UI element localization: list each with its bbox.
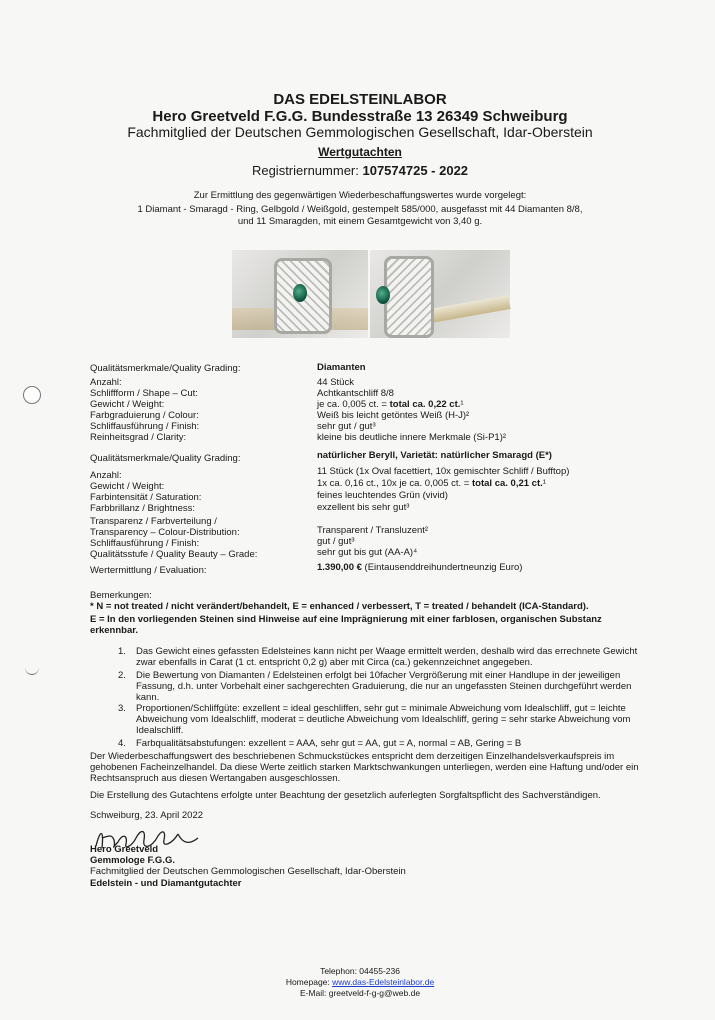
emerald-row-value: exzellent bis sehr gut³ bbox=[317, 502, 410, 513]
emerald-row-label: Farbbrillanz / Brightness: bbox=[90, 503, 196, 514]
emerald-grading-value: natürlicher Beryll, Varietät: natürlicher Smaragd (E*) bbox=[317, 450, 552, 461]
remarks-title: Bemerkungen: bbox=[90, 590, 152, 601]
lab-address: Hero Greetveld F.G.G. Bundesstraße 13 26349 Schweiburg bbox=[152, 108, 568, 125]
emerald-row-label: Qualitätsstufe / Quality Beauty – Grade: bbox=[90, 549, 258, 560]
diamond-row-value: sehr gut / gut³ bbox=[317, 421, 376, 432]
diamond-row-value: 44 Stück bbox=[317, 377, 354, 388]
note-text: Die Bewertung von Diamanten / Edelsteinen erfolgt bei 10facher Vergrößerung mit einer Handlupe in der jeweiligen Fassung, d.h. unter Vorbehalt einer sachgerechten Graduierung, die nur an ungefassten Steinen durchgeführt werden kann. bbox=[136, 670, 632, 703]
registration-number: 107574725 - 2022 bbox=[362, 163, 469, 178]
evaluation-amount-words: (Eintausenddreihundertneunzig Euro) bbox=[361, 562, 523, 573]
note-text: Proportionen/Schliffgüte: exzellent = ideal geschliffen, sehr gut = minimale Abweichung vom Idealschliff, gut = leichte Abweichung vom Idealschliff, moderat = deutliche Abweichung vom Idealschliff, gering = sehr starke Abweichung vom Idealschliff. bbox=[136, 703, 631, 736]
diamond-row-label: Schliffausführung / Finish: bbox=[90, 421, 200, 432]
contact-phone: Telephon: 04455-236 bbox=[320, 966, 400, 976]
contact-homepage bbox=[240, 977, 480, 988]
intro bbox=[60, 190, 660, 228]
note-text: Farbqualitätsabstufungen: exzellent = AAA, sehr gut = AA, gut = A, normal = AB, Gering = B bbox=[136, 738, 522, 749]
lab-membership: Fachmitglied der Deutschen Gemmologischen Gesellschaft, Idar-Oberstein bbox=[127, 124, 593, 140]
punch-hole-mark bbox=[25, 660, 39, 675]
note-text: Das Gewicht eines gefassten Edelsteines kann nicht per Waage ermittelt werden, deshalb wird das errechnete Gewicht zwar ebenfalls in Carat (1 ct. entspricht 0,2 g) aber mit Circa (ca.) gekennzeichnet angegeben. bbox=[136, 646, 638, 668]
signer-role: Edelstein - und Diamantgutachter bbox=[90, 878, 242, 889]
homepage-label: Homepage: bbox=[285, 977, 333, 987]
evaluation-value bbox=[317, 563, 522, 574]
diamond-row-label: Anzahl: bbox=[90, 377, 122, 388]
emerald-row-value: Transparent / Transluzent² bbox=[317, 525, 429, 536]
ring-head bbox=[384, 256, 434, 338]
diamond-row-value: Weiß bis leicht getöntes Weiß (H-J)² bbox=[317, 410, 470, 421]
impregnation-note: E = In den vorliegenden Steinen sind Hinweise auf eine Imprägnierung mit einer farblosen, organischen Substanz erkennbar. bbox=[90, 614, 602, 636]
signer-membership: Fachmitglied der Deutschen Gemmologischen Gesellschaft, Idar-Oberstein bbox=[90, 866, 406, 877]
diamond-row-label: Farbgraduierung / Colour: bbox=[90, 410, 199, 421]
ring-band bbox=[429, 295, 510, 323]
emerald-row-value: gut / gut³ bbox=[317, 536, 355, 547]
emerald-row-value: sehr gut bis gut (AA-A)⁴ bbox=[317, 547, 418, 558]
punch-hole bbox=[23, 386, 41, 404]
diamond-grading-label: Qualitätsmerkmale/Quality Grading: bbox=[90, 363, 241, 374]
diamond-row-label: Schliffform / Shape – Cut: bbox=[90, 388, 198, 399]
diamond-row-label: Gewicht / Weight: bbox=[90, 399, 165, 410]
emerald-row-label: Farbintensität / Saturation: bbox=[90, 492, 202, 503]
emerald-row-label: Transparency – Colour-Distribution: bbox=[90, 527, 240, 538]
emerald-row-label: Schliffausführung / Finish: bbox=[90, 538, 200, 549]
diamond-row-value: Achtkantschliff 8/8 bbox=[317, 388, 394, 399]
signer-title: Gemmologe F.G.G. bbox=[90, 855, 175, 866]
ring-photo-top bbox=[232, 250, 368, 338]
intro-line-2: 1 Diamant - Smaragd - Ring, Gelbgold / Weißgold, gestempelt 585/000, ausgefasst mit 44 Diamanten 8/8, bbox=[137, 204, 583, 215]
note-number: 1. bbox=[118, 646, 126, 657]
note-number: 2. bbox=[118, 670, 126, 681]
emerald-row-value: 11 Stück (1x Oval facettiert, 10x gemischter Schliff / Bufftop) bbox=[317, 466, 570, 477]
document-type: Wertgutachten bbox=[318, 145, 402, 159]
diamond-row-label: Reinheitsgrad / Clarity: bbox=[90, 432, 187, 443]
emerald-row-label: Anzahl: bbox=[90, 470, 122, 481]
intro-line-3: und 11 Smaragden, mit einem Gesamtgewicht von 3,40 g. bbox=[237, 216, 483, 227]
homepage-link[interactable]: www.das-Edelsteinlabor.de bbox=[332, 977, 435, 987]
ring-photo-side bbox=[370, 250, 510, 338]
note-number: 4. bbox=[118, 738, 126, 749]
registration-line bbox=[60, 163, 660, 178]
evaluation-amount: 1.390,00 € bbox=[317, 562, 362, 573]
emerald-stone bbox=[293, 284, 307, 302]
diamond-grading-value: Diamanten bbox=[317, 362, 366, 373]
evaluation-label: Wertermittlung / Evaluation: bbox=[90, 565, 207, 576]
treatment-legend: * N = not treated / nicht verändert/behandelt, E = enhanced / verbessert, T = treated / behandelt (ICA-Standard). bbox=[90, 601, 589, 612]
diamond-row-value: je ca. 0,005 ct. = total ca. 0,22 ct.¹ bbox=[317, 399, 464, 410]
lab-name: DAS EDELSTEINLABOR bbox=[273, 91, 447, 108]
ring-photos bbox=[232, 250, 510, 338]
diligence-paragraph: Die Erstellung des Gutachtens erfolgte unter Beachtung der gesetzlich auferlegten Sorgfaltspflicht des Sachverständigen. bbox=[90, 790, 601, 801]
emerald-row-value: feines leuchtendes Grün (vivid) bbox=[317, 490, 448, 501]
emerald-row-value: 1x ca. 0,16 ct., 10x je ca. 0,005 ct. = total ca. 0,21 ct.¹ bbox=[317, 478, 546, 489]
emerald-row-label: Transparenz / Farbverteilung / bbox=[90, 516, 217, 527]
registration-label: Registriernummer: bbox=[251, 163, 363, 178]
intro-line-1: Zur Ermittlung des gegenwärtigen Wiederbeschaffungswertes wurde vorgelegt: bbox=[193, 190, 527, 201]
place-date: Schweiburg, 23. April 2022 bbox=[90, 810, 204, 821]
replacement-value-paragraph: Der Wiederbeschaffungswert des beschriebenen Schmuckstückes entspricht dem derzeitigen Einzelhandelsverkaufspreis im gehobenen Facheinzelhandel. Da diese Werte zeitlich starken Marktschwankungen unterliegen, werden eine Haftung und/oder ein Rechtsanspruch aus diesen Wertangaben ausgeschlossen. bbox=[90, 751, 639, 784]
emerald-stone bbox=[376, 286, 390, 304]
emerald-grading-label: Qualitätsmerkmale/Quality Grading: bbox=[90, 453, 241, 464]
emerald-row-label: Gewicht / Weight: bbox=[90, 481, 165, 492]
diamond-row-value: kleine bis deutliche innere Merkmale (Si-P1)² bbox=[317, 432, 507, 443]
signer-name: Hero Greetveld bbox=[90, 844, 159, 855]
note-number: 3. bbox=[118, 703, 126, 714]
contact-email: E-Mail: greetveld-f-g-g@web.de bbox=[299, 988, 421, 998]
